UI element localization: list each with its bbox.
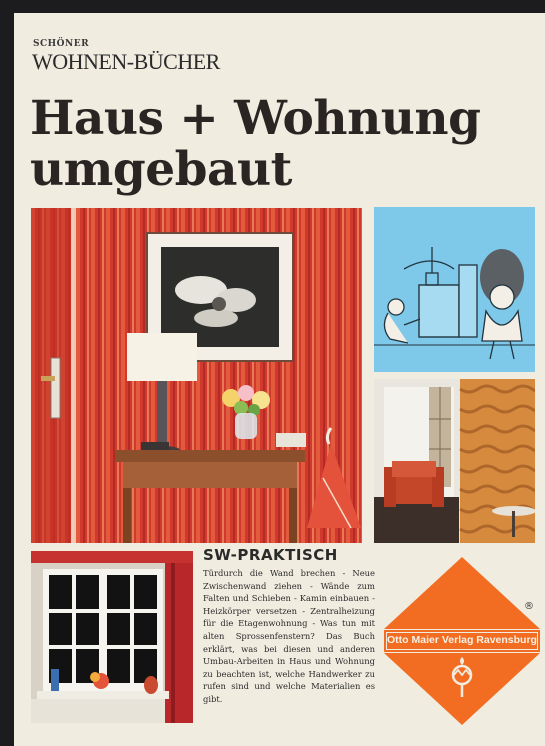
- teaser-body: Türdurch die Wand brechen - Neue Zwischenwand ziehen - Wände zum Falten und Schieben - Kamin einbauen - Heizkörper versetzen - Zentralheizung für die Etagenwohnung - Was tun mit alten Sprossenfenstern? Das Buch erklärt, was bei diesen und anderen Umbau-Arbeiten in Haus und Wohnung zu beachten ist, welche Handwerker zu rufen sind und welche Materialien es gibt.: [203, 568, 375, 704]
- title-line-2: umgebaut: [30, 142, 292, 197]
- main-photo-illustration: [31, 208, 362, 543]
- publisher-name: Otto Maier Verlag Ravensburg: [387, 634, 537, 646]
- book-title: [30, 93, 480, 195]
- window-photo: [31, 551, 193, 723]
- living-room-photo: [374, 379, 535, 543]
- series-name: WOHNEN-BÜCHER: [32, 49, 220, 74]
- registered-mark: ®: [524, 601, 534, 612]
- series-prefix: SCHÖNER: [33, 39, 90, 49]
- publisher-name-band: [384, 630, 540, 652]
- book-cover: [14, 13, 545, 746]
- publisher-logo: [384, 557, 540, 725]
- main-interior-photo: [31, 208, 362, 543]
- teaser-heading: SW-PRAKTISCH: [203, 546, 338, 564]
- cartoon-illustration: [374, 207, 535, 372]
- folding-wall-photo: [374, 379, 535, 543]
- title-line-1: Haus + Wohnung: [30, 91, 481, 146]
- sash-window-photo: [31, 551, 193, 723]
- cartoon-heater-drawing: [374, 207, 535, 372]
